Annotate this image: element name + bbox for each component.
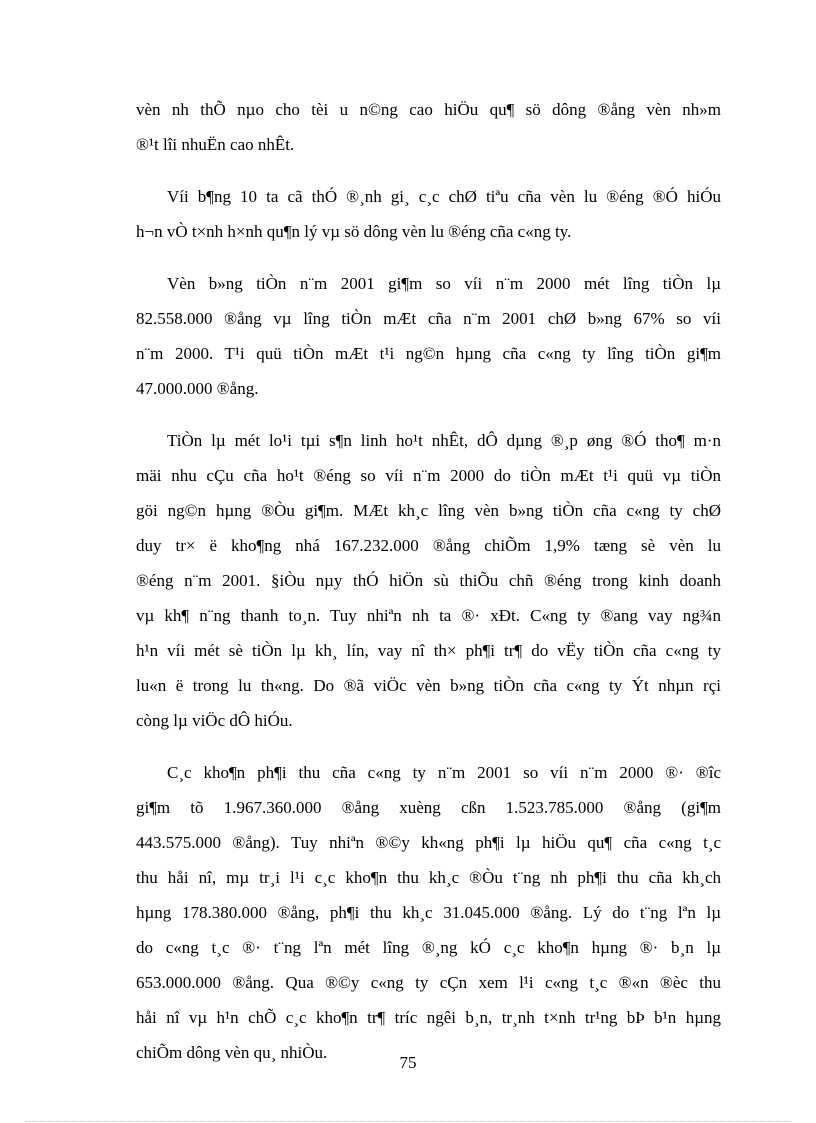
paragraph — [136, 755, 721, 1070]
paragraph-line: h¹n víi mét sè tiÒn lµ kh¸ lín, vay nî th× ph¶i tr¶ do vËy tiÒn cña c«ng ty — [136, 641, 721, 660]
paragraph-line: Vèn b»ng tiÒn n¨m 2001 gi¶m so víi n¨m 2000 mét lîng tiÒn lµ — [167, 274, 721, 293]
paragraph-line: 82.558.000 ®ång vµ lîng tiÒn mÆt cña n¨m 2001 chØ b»ng 67% so víi — [136, 309, 721, 328]
paragraph-line: vµ kh¶ n¨ng thanh to¸n. Tuy nhiªn nh ta ®· xÐt. C«ng ty ®ang vay ng¾n — [136, 606, 721, 625]
paragraph-line: hµng 178.380.000 ®ång, ph¶i thu kh¸c 31.045.000 ®ång. Lý do t¨ng lªn lµ — [136, 903, 721, 922]
paragraph-line: còng lµ viÖc dÔ hiÓu. — [136, 711, 293, 730]
paragraph — [136, 92, 721, 162]
paragraph — [136, 179, 721, 249]
paragraph-line: ®¹t lîi nhuËn cao nhÊt. — [136, 135, 295, 154]
paragraph-line: h¬n vÒ t×nh h×nh qu¶n lý vµ sö dông vèn lu ®éng cña c«ng ty. — [136, 222, 572, 241]
paragraph-line: göi ng©n hµng ®Òu gi¶m. MÆt kh¸c lîng vèn b»ng tiÒn cña c«ng ty chØ — [136, 501, 721, 520]
paragraph — [136, 423, 721, 738]
page-number: 75 — [399, 1053, 417, 1072]
paragraph-line: Víi b¶ng 10 ta cã thÓ ®¸nh gi¸ c¸c chØ tiªu cña vèn lu ®éng ®Ó hiÓu — [167, 187, 721, 206]
paragraph-line: lu«n ë trong lu th«ng. Do ®ã viÖc vèn b»ng tiÒn cña c«ng ty Ýt nhµn rçi — [136, 676, 721, 695]
paragraph-line: thu håi nî, mµ tr¸i l¹i c¸c kho¶n thu kh¸c ®Òu t¨ng nh ph¶i thu cña kh¸ch — [136, 868, 721, 887]
paragraph-line: 443.575.000 ®ång). Tuy nhiªn ®©y kh«ng ph¶i lµ hiÖu qu¶ cña c«ng t¸c — [136, 833, 721, 852]
paragraph-line: mäi nhu cÇu cña ho¹t ®éng so víi n¨m 2000 do tiÒn mÆt t¹i quü vµ tiÒn — [136, 466, 721, 485]
page-bottom-divider — [25, 1121, 791, 1122]
paragraph-line: n¨m 2000. T¹i quü tiÒn mÆt t¹i ng©n hµng cña c«ng ty lîng tiÒn gi¶m — [136, 344, 721, 363]
paragraph — [136, 266, 721, 406]
paragraph-line: duy tr× ë kho¶ng nhá 167.232.000 ®ång chiÕm 1,9% tæng sè vèn lu — [136, 536, 721, 555]
paragraph-line: håi nî vµ h¹n chÕ c¸c kho¶n tr¶ tríc ngêi b¸n, tr¸nh t×nh tr¹ng bÞ b¹n hµng — [136, 1008, 721, 1027]
paragraph-line: ®éng n¨m 2001. §iÒu nµy thÓ hiÖn sù thiÕu chñ ®éng trong kinh doanh — [136, 571, 721, 590]
paragraph-line: 47.000.000 ®ång. — [136, 379, 259, 398]
paragraph-line: vèn nh thÕ nµo cho tèi u n©ng cao hiÖu qu¶ sö dông ®ång vèn nh»m — [136, 100, 721, 119]
paragraph-line: C¸c kho¶n ph¶i thu cña c«ng ty n¨m 2001 so víi n¨m 2000 ®· ®îc — [167, 763, 721, 782]
paragraph-line: do c«ng t¸c ®· t¨ng lªn mét lîng ®¸ng kÓ c¸c kho¶n hµng ®· b¸n lµ — [136, 938, 721, 957]
paragraph-line: 653.000.000 ®ång. Qua ®©y c«ng ty cÇn xem l¹i c«ng t¸c ®«n ®èc thu — [136, 973, 721, 992]
paragraph-line: TiÒn lµ mét lo¹i tµi s¶n linh ho¹t nhÊt, dÔ dµng ®¸p øng ®Ó tho¶ m·n — [167, 431, 721, 450]
paragraph-line: gi¶m tõ 1.967.360.000 ®ång xuèng cßn 1.523.785.000 ®ång (gi¶m — [136, 798, 721, 817]
paragraph-line: chiÕm dông vèn qu¸ nhiÒu. — [136, 1043, 328, 1062]
page-body — [136, 92, 721, 1087]
